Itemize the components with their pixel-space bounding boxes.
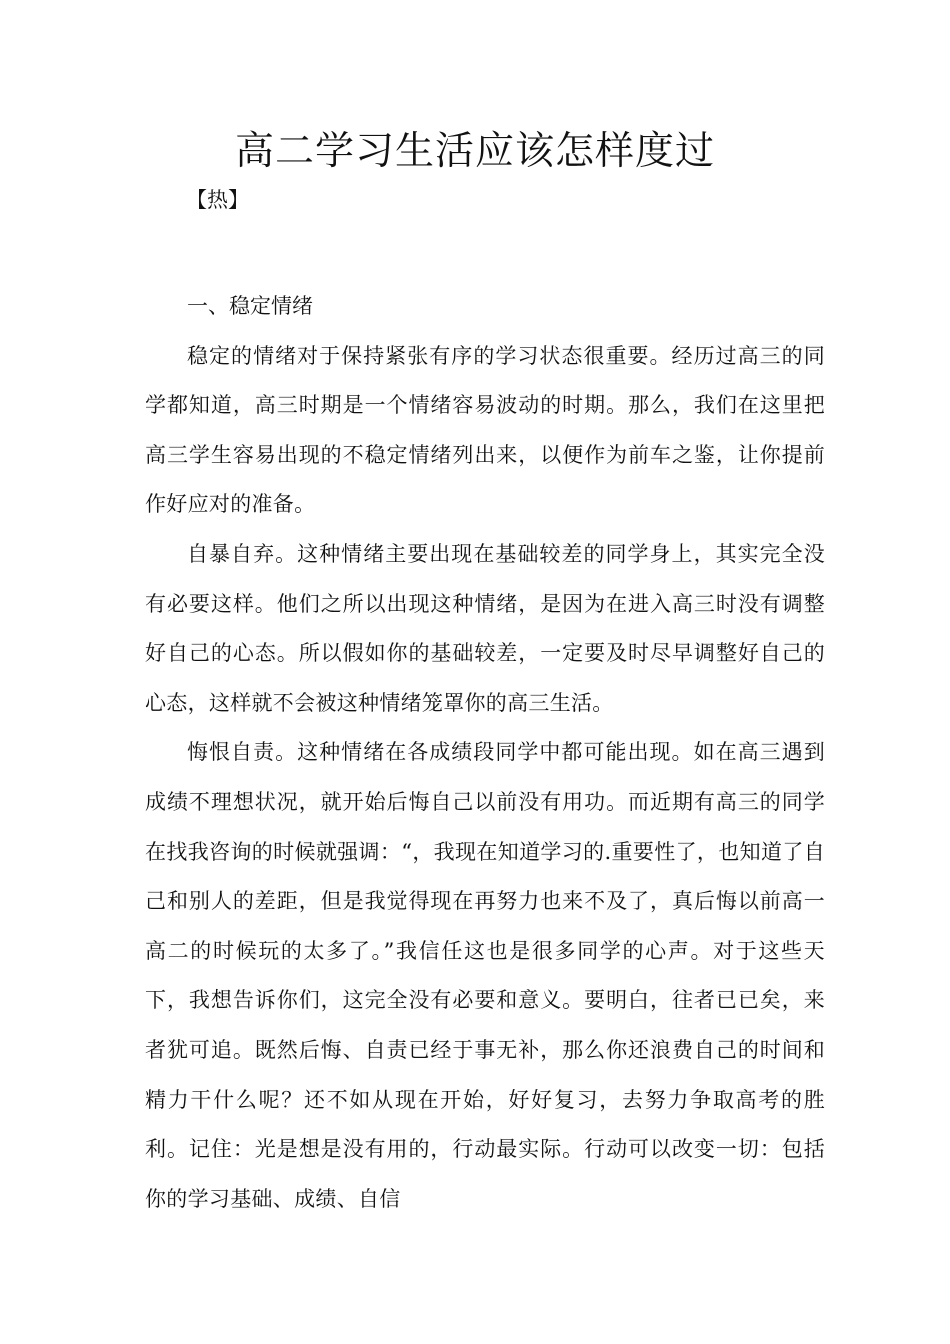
- hot-tag: 【热】: [186, 188, 249, 212]
- document-body: [145, 282, 825, 1224]
- paragraph-stable-emotion: 稳定的情绪对于保持紧张有序的学习状态很重要。经历过高三的同学都知道，高三时期是一个情绪容易波动的时期。那么，我们在这里把高三学生容易出现的不稳定情绪列出来，以便作为前车之鉴，让你提前作好应对的准备。: [145, 343, 825, 517]
- paragraph-self-abandon: 自暴自弃。这种情绪主要出现在基础较差的同学身上，其实完全没有必要这样。他们之所以出现这种情绪，是因为在进入高三时没有调整好自己的心态。所以假如你的基础较差，一定要及时尽早调整好自己的心态，这样就不会被这种情绪笼罩你的高三生活。: [145, 541, 825, 715]
- paragraph-regret: 悔恨自责。这种情绪在各成绩段同学中都可能出现。如在高三遇到成绩不理想状况，就开始后悔自己以前没有用功。而近期有高三的同学在找我咨询的时候就强调：“，我现在知道学习的.重要性了，也知道了自己和别人的差距，但是我觉得现在再努力也来不及了，真后悔以前高一高二的时候玩的太多了。”我信任这也是很多同学的心声。对于这些天下，我想告诉你们，这完全没有必要和意义。要明白，往者已已矣，来者犹可追。既然后悔、自责已经于事无补，那么你还浪费自己的时间和精力干什么呢？还不如从现在开始，好好复习，去努力争取高考的胜利。记住：光是想是没有用的，行动最实际。行动可以改变一切：包括你的学习基础、成绩、自信: [145, 740, 825, 1211]
- section-heading: 一、稳定情绪: [187, 294, 313, 318]
- document-title: 高二学习生活应该怎样度过: [234, 129, 715, 174]
